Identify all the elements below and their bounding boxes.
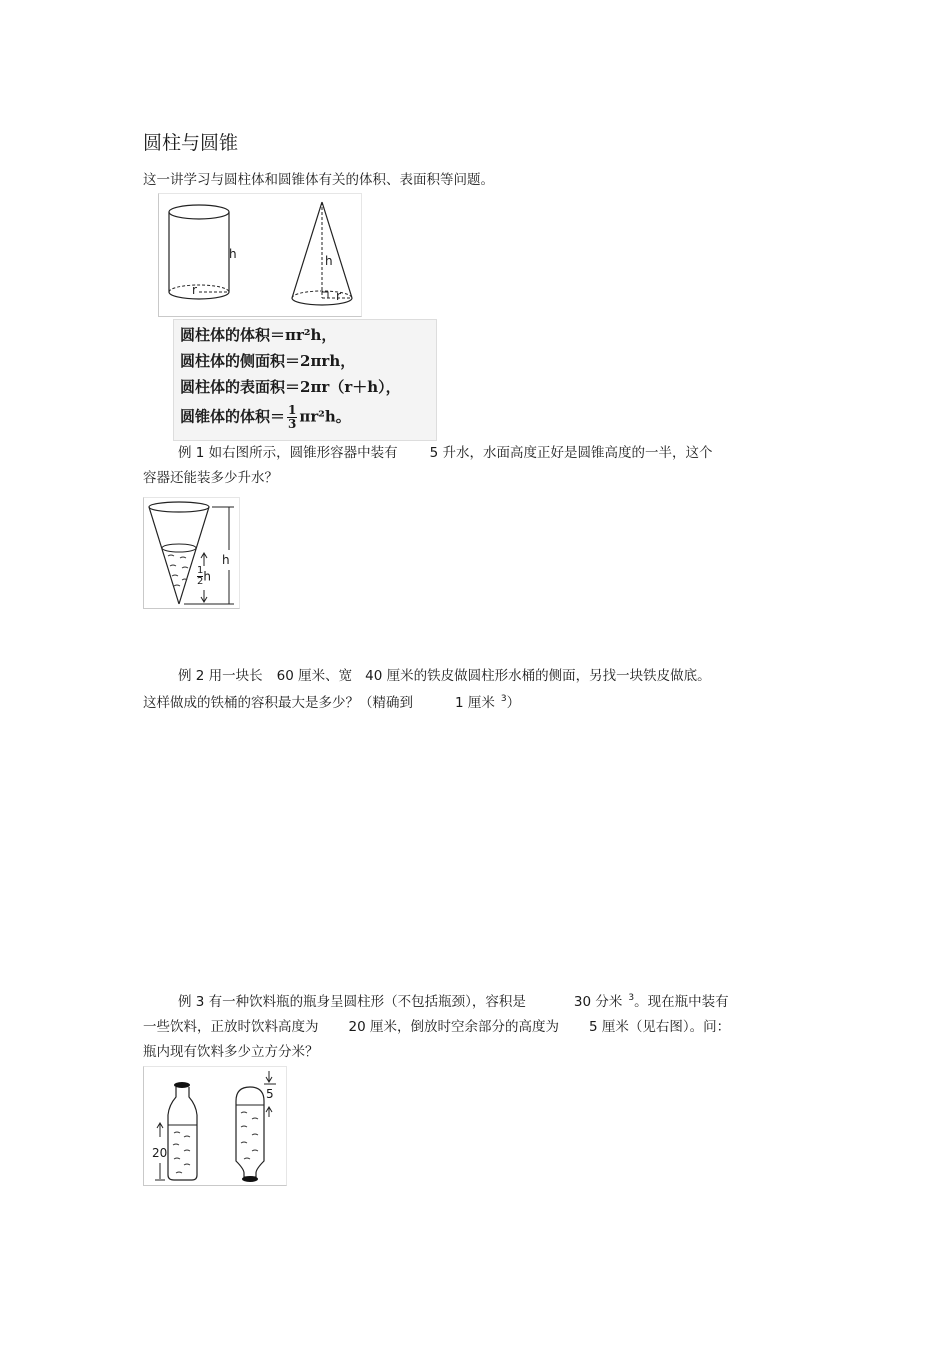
ex2-line1 xyxy=(178,666,711,686)
ex3-part-d: 一些饮料，正放时饮料高度为 xyxy=(143,1019,319,1035)
ex2-part-c: 40 厘米的铁皮做圆柱形水桶的侧面，另找一块铁皮做底。 xyxy=(365,668,711,684)
ex2-part-e: 1 厘米 xyxy=(455,695,495,711)
half-h-letter: h xyxy=(203,569,211,584)
formula-cone-suffix: πr²h。 xyxy=(299,407,351,426)
bottle-5-label: 5 xyxy=(266,1087,274,1101)
formula-box xyxy=(173,319,437,441)
ex3-part-e: 20 厘米，倒放时空余部分的高度为 xyxy=(348,1019,559,1035)
ex2-part-b: 60 厘米、宽 xyxy=(276,668,353,684)
ex3-superscript: 3 xyxy=(628,993,635,1003)
cylinder-cone-figure xyxy=(158,193,362,317)
ex3-part-b: 30 分米 xyxy=(573,994,623,1010)
ex1-line2: 容器还能装多少升水？ xyxy=(143,470,278,486)
formula-cylinder-lateral: 圆柱体的侧面积＝2πrh， xyxy=(180,352,356,370)
ex3-line3: 瓶内现有饮料多少立方分米？ xyxy=(143,1044,319,1060)
cone-h-dimension: h xyxy=(222,550,230,570)
ex2-part-d: 这样做成的铁桶的容积最大是多少？（精确到 xyxy=(143,695,413,711)
ex3-part-c: 。现在瓶中装有 xyxy=(634,994,729,1010)
fraction-numerator: 1 xyxy=(288,403,297,417)
formula-cylinder-volume: 圆柱体的体积＝πr²h， xyxy=(180,326,337,344)
formula-cone-volume xyxy=(180,404,351,431)
cylinder-r-label: r xyxy=(192,283,197,297)
page-title: 圆柱与圆锥 xyxy=(143,132,239,154)
cylinder-h-label: h xyxy=(229,247,237,261)
cone-r-label: r xyxy=(336,289,341,303)
half-denominator: 2 xyxy=(197,576,204,587)
ex1-line1 xyxy=(178,443,713,463)
ex1-part-a: 例 1 如右图所示，圆锥形容器中装有 xyxy=(178,445,398,461)
formula-cylinder-surface: 圆柱体的表面积＝2πr（r＋h）， xyxy=(180,378,401,396)
ex3-line2 xyxy=(143,1017,730,1037)
half-h-label xyxy=(197,566,211,587)
formula-cone-prefix: 圆锥体的体积＝ xyxy=(180,407,286,426)
ex2-line2 xyxy=(143,693,520,713)
bottle-20-label: 20 xyxy=(152,1146,168,1160)
ex2-part-a: 例 2 用一块长 xyxy=(178,668,263,684)
ex2-superscript: 3 xyxy=(500,694,507,704)
cone-container-figure xyxy=(143,497,240,609)
ex3-line1 xyxy=(178,992,729,1012)
ex3-part-a: 例 3 有一种饮料瓶的瓶身呈圆柱形（不包括瓶颈），容积是 xyxy=(178,994,526,1010)
half-numerator: 1 xyxy=(197,565,204,576)
formula-cone-fraction xyxy=(287,404,297,431)
bottle-figure xyxy=(143,1066,287,1186)
ex3-part-f: 5 厘米（见右图）。问： xyxy=(588,1019,731,1035)
cone-h-label: h xyxy=(325,254,333,268)
bottle-drawing xyxy=(144,1067,286,1185)
ex2-part-f: ） xyxy=(506,695,521,711)
ex1-part-b: 5 升水，水面高度正好是圆锥高度的一半，这个 xyxy=(429,445,713,461)
intro-text: 这一讲学习与圆柱体和圆锥体有关的体积、表面积等问题。 xyxy=(143,172,494,188)
fraction-denominator: 3 xyxy=(288,417,297,431)
